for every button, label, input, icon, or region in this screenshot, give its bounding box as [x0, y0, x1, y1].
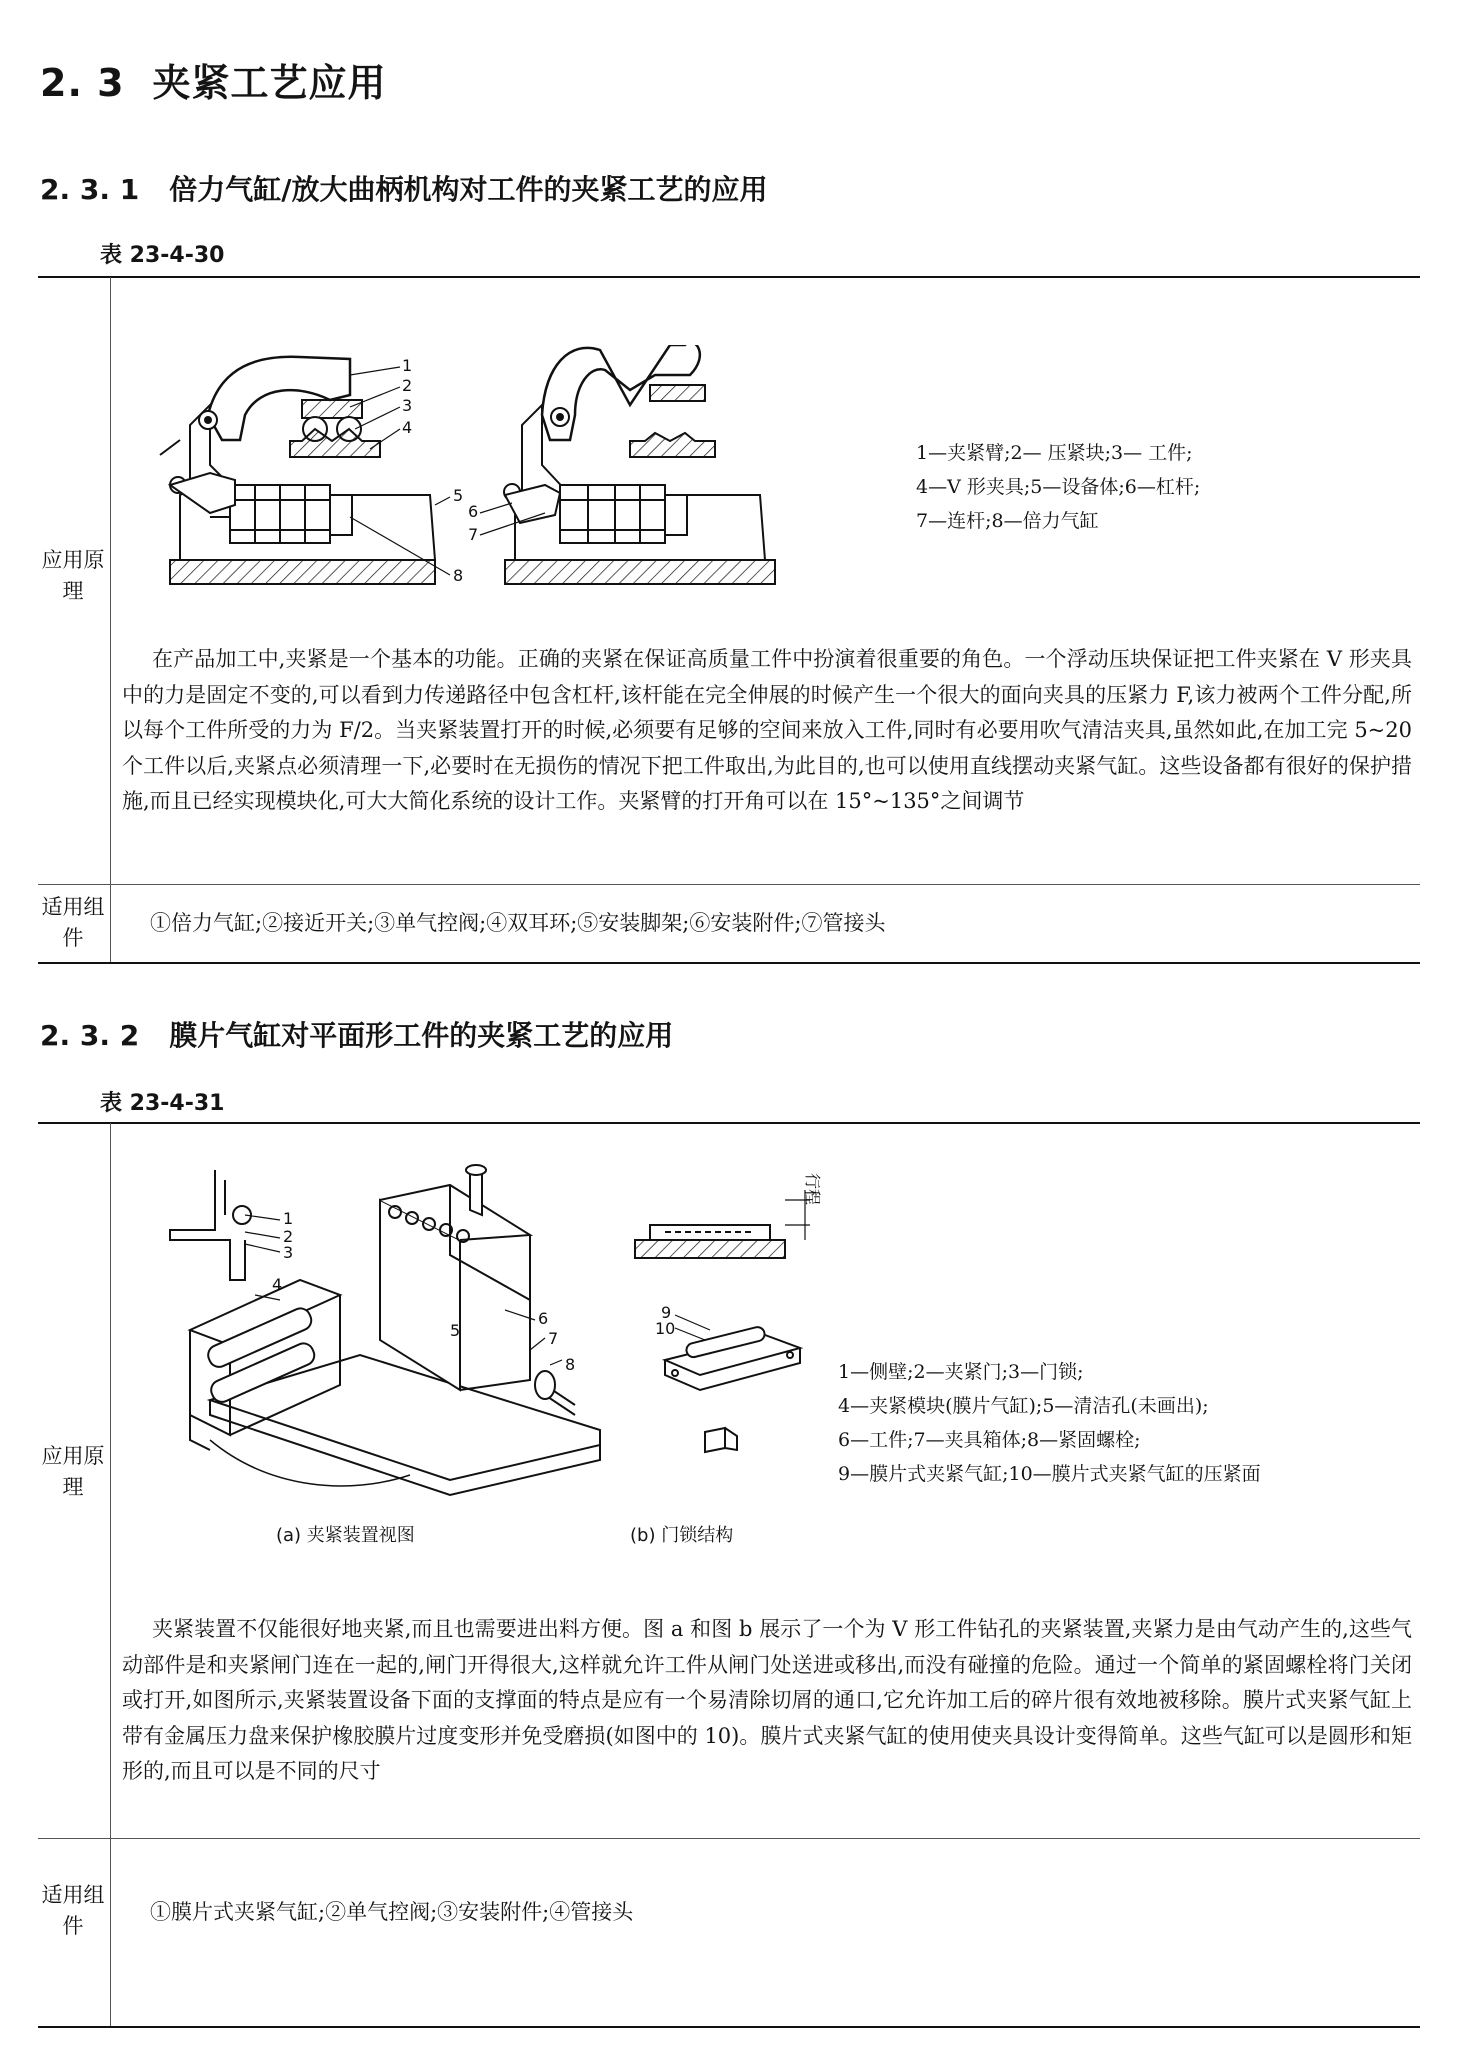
figure-2a-caption: (a) 夹紧装置视图 — [276, 1525, 415, 1546]
figure-1-legend — [916, 436, 1200, 538]
principle-1-paragraph: 在产品加工中,夹紧是一个基本的功能。正确的夹紧在保证高质量工件中扮演着很重要的角色。一个浮动压块保证把工件夹紧在 V 形夹具中的力是固定不变的,可以看到力传递路径中包含杠杆,该杆能在完全伸展的时候产生一个很大的面向夹具的压紧力 F,该力被两个工件分配,所以每个工件所受的力为 F/2。当夹紧装置打开的时候,必须要有足够的空间来放入工件,同时有必要用吹气清洁夹具,虽然如此,在加工完 5~20 个工件以后,夹紧点必须清理一下,必要时在无损伤的情况下把工件取出,为此目的,也可以使用直线摆动夹紧气缸。这些设备都有很好的保护措施,而且已经实现模块化,可大大简化系统的设计工作。夹紧臂的打开角可以在 15°~135°之间调节 — [122, 647, 1412, 813]
section-title — [40, 52, 387, 107]
table-2-bottom-rule — [38, 2026, 1420, 2028]
subsection-1-title — [40, 168, 767, 208]
principle-2-paragraph: 夹紧装置不仅能很好地夹紧,而且也需要进出料方便。图 a 和图 b 展示了一个为 V 形工件钻孔的夹紧装置,夹紧力是由气动产生的,这些气动部件是和夹紧闸门连在一起的,闸门开得很大,这样就允许工件从闸门处送进或移出,而没有碰撞的危险。通过一个简单的紧固螺栓将门关闭或打开,如图所示,夹紧装置设备下面的支撑面的特点是应有一个易清除切屑的通口,它允许加工后的碎片很有效地被移除。膜片式夹紧气缸上带有金属压力盘来保护橡胶膜片过度变形并免受磨损(如图中的 10)。膜片式夹紧气缸的使用使夹具设计变得简单。这些气缸可以是圆形和矩形的,而且可以是不同的尺寸 — [122, 1617, 1412, 1783]
callout-1: 1 — [283, 1209, 294, 1228]
legend-1-line-1: 1—夹紧臂;2— 压紧块;3— 工件; — [916, 442, 1193, 464]
table-1-top-rule — [38, 276, 1420, 278]
callout-7: 7 — [548, 1329, 559, 1348]
clamp-closed-view — [160, 357, 435, 584]
table-2-components-label: 适用组件 — [41, 1883, 105, 1938]
callout-6: 6 — [468, 502, 479, 521]
stroke-label: 行程 — [803, 1173, 822, 1206]
subsection-2-title — [40, 1014, 673, 1054]
components-2-list: ①膜片式夹紧气缸;②单气控阀;③安装附件;④管接头 — [150, 1900, 634, 1924]
figure-2b-caption: (b) 门锁结构 — [630, 1525, 734, 1546]
subsection-1-number: 2. 3. 1 — [40, 173, 140, 206]
callout-2: 2 — [283, 1227, 294, 1246]
callout-9: 9 — [661, 1303, 672, 1322]
table-2-row-divider — [38, 1838, 1420, 1839]
subsection-2-title-text: 膜片气缸对平面形工件的夹紧工艺的应用 — [169, 1019, 674, 1052]
subsection-1-title-text: 倍力气缸/放大曲柄机构对工件的夹紧工艺的应用 — [169, 173, 768, 206]
callout-10: 10 — [655, 1319, 676, 1338]
callout-8: 8 — [565, 1355, 576, 1374]
table-2-label: 表 23-4-31 — [100, 1091, 225, 1116]
legend-1-line-3: 7—连杆;8—倍力气缸 — [916, 510, 1099, 532]
legend-2-line-3: 6—工件;7—夹具箱体;8—紧固螺栓; — [838, 1429, 1141, 1451]
legend-2-line-4: 9—膜片式夹紧气缸;10—膜片式夹紧气缸的压紧面 — [838, 1463, 1261, 1485]
callout-1: 1 — [402, 356, 413, 375]
legend-2-line-1: 1—侧壁;2—夹紧门;3—门锁; — [838, 1361, 1084, 1383]
clamp-open-view — [504, 345, 775, 584]
callout-6: 6 — [538, 1309, 549, 1328]
section-title-text: 夹紧工艺应用 — [152, 61, 387, 105]
callout-4: 4 — [402, 418, 413, 437]
table-2-principle-label: 应用原理 — [41, 1444, 105, 1499]
callout-7: 7 — [468, 525, 479, 544]
callout-5: 5 — [453, 486, 464, 505]
callout-4: 4 — [272, 1275, 283, 1294]
callout-2: 2 — [402, 376, 413, 395]
table-2-column-divider — [110, 1123, 111, 2027]
table-1-label: 表 23-4-30 — [100, 243, 225, 268]
callout-3: 3 — [402, 396, 413, 415]
callout-8: 8 — [453, 566, 464, 585]
table-1-column-divider — [110, 277, 111, 963]
legend-1-line-2: 4—V 形夹具;5—设备体;6—杠杆; — [916, 476, 1201, 498]
subsection-2-number: 2. 3. 2 — [40, 1019, 140, 1052]
callout-3: 3 — [283, 1243, 294, 1262]
table-1-bottom-rule — [38, 962, 1420, 964]
table-1-components-label: 适用组件 — [41, 895, 105, 950]
components-1-list: ①倍力气缸;②接近开关;③单气控阀;④双耳环;⑤安装脚架;⑥安装附件;⑦管接头 — [150, 911, 886, 935]
section-number: 2. 3 — [40, 61, 125, 105]
clamping-device-figure — [150, 1160, 610, 1510]
figure-2-legend — [838, 1355, 1261, 1491]
legend-2-line-2: 4—夹紧模块(膜片气缸);5—清洁孔(未画出); — [838, 1395, 1209, 1417]
table-1-row-divider — [38, 884, 1420, 885]
clamp-mechanism-figure — [150, 345, 790, 590]
callout-5: 5 — [450, 1321, 461, 1340]
table-1-principle-label: 应用原理 — [41, 548, 105, 603]
door-lock-figure — [625, 1160, 825, 1460]
table-2-top-rule — [38, 1122, 1420, 1124]
